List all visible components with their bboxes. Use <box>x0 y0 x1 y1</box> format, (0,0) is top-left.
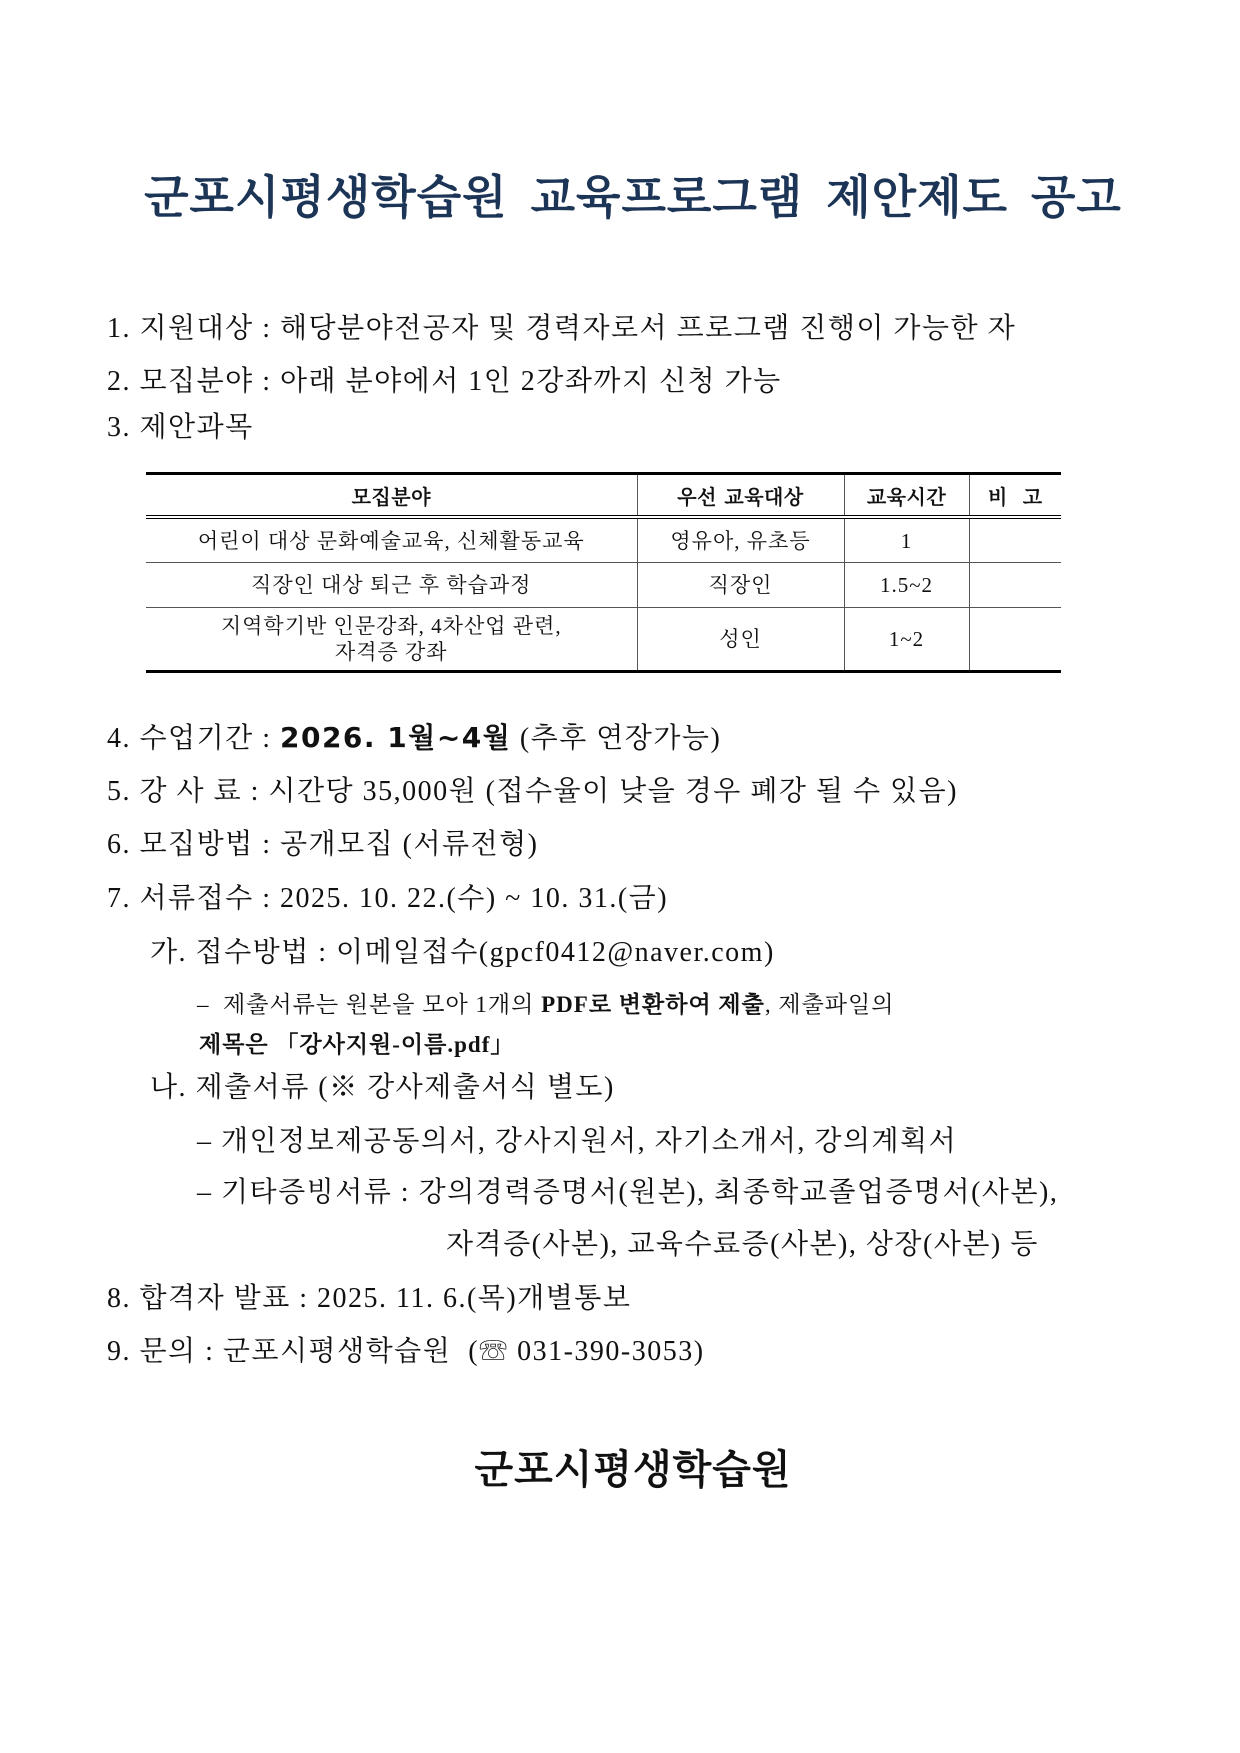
submission-method: 가. 접수방법 : 이메일접수(gpcf0412@naver.com) <box>150 937 775 968</box>
list-item-continuation: 자격증(사본), 교육수료증(사본), 상장(사본) 등 <box>446 1229 1039 1260</box>
subjects-table <box>146 472 1061 673</box>
issuer-name: 군포시평생학습원 <box>474 1447 792 1493</box>
cell-note <box>969 517 1061 563</box>
cell-field: 지역학기반 인문강좌, 4차산업 관련, 자격증 강좌 <box>220 614 562 664</box>
item-recruit-method: 6. 모집방법 : 공개모집 (서류전형) <box>107 829 539 860</box>
header-note: 비 고 <box>969 474 1061 518</box>
cell-target: 직장인 <box>637 563 844 608</box>
item-eligibility: 1. 지원대상 : 해당분야전공자 및 경력자로서 프로그램 진행이 가능한 자 <box>107 313 1017 344</box>
cell-note <box>969 563 1061 608</box>
class-period-dates: 2026. 1월~4월 <box>279 721 512 754</box>
cell-target: 영유아, 유초등 <box>637 517 844 563</box>
cell-target: 성인 <box>637 608 844 672</box>
cell-hours: 1.5~2 <box>844 563 969 608</box>
item-proposal-subjects: 3. 제안과목 <box>107 412 254 443</box>
cell-hours: 1 <box>844 517 969 563</box>
header-hours: 교육시간 <box>844 474 969 518</box>
page-title: 군포시평생학습원 교육프로그램 제안제도 공고 <box>144 170 1122 224</box>
item-document-submission: 7. 서류접수 : 2025. 10. 22.(수) ~ 10. 31.(금) <box>107 883 669 914</box>
table-header-row <box>146 474 1061 518</box>
cell-field: 어린이 대상 문화예술교육, 신체활동교육 <box>146 517 637 563</box>
header-target: 우선 교육대상 <box>637 474 844 518</box>
item-contact: 9. 문의 : 군포시평생학습원 (☏ 031-390-3053) <box>107 1336 705 1367</box>
item-class-period: 4. 수업기간 : 2026. 1월~4월 (추후 연장가능) <box>107 721 722 754</box>
table-row <box>146 517 1061 563</box>
submission-file-title: 제목은 「강사지원-이름.pdf」 <box>199 1032 515 1057</box>
submission-note: – 제출서류는 원본을 모아 1개의 PDF로 변환하여 제출, 제출파일의 <box>197 992 895 1017</box>
cell-field: 직장인 대상 퇴근 후 학습과정 <box>146 563 637 608</box>
list-item: – 기타증빙서류 : 강의경력증명서(원본), 최종학교졸업증명서(사본), <box>197 1177 1059 1208</box>
table-row <box>146 563 1061 608</box>
item-lecture-fee: 5. 강 사 료 : 시간당 35,000원 (접수율이 낮을 경우 폐강 될 수 있음) <box>107 776 958 807</box>
item-result-announcement: 8. 합격자 발표 : 2025. 11. 6.(목)개별통보 <box>107 1283 632 1314</box>
cell-note <box>969 608 1061 672</box>
required-documents: 나. 제출서류 (※ 강사제출서식 별도) <box>150 1072 615 1103</box>
cell-hours: 1~2 <box>844 608 969 672</box>
header-field: 모집분야 <box>146 474 637 518</box>
item-recruit-field: 2. 모집분야 : 아래 분야에서 1인 2강좌까지 신청 가능 <box>107 366 782 397</box>
list-item: – 개인정보제공동의서, 강사지원서, 자기소개서, 강의계획서 <box>197 1126 958 1157</box>
submission-note-emphasis: PDF로 변환하여 제출 <box>541 992 765 1017</box>
table-row <box>146 608 1061 672</box>
